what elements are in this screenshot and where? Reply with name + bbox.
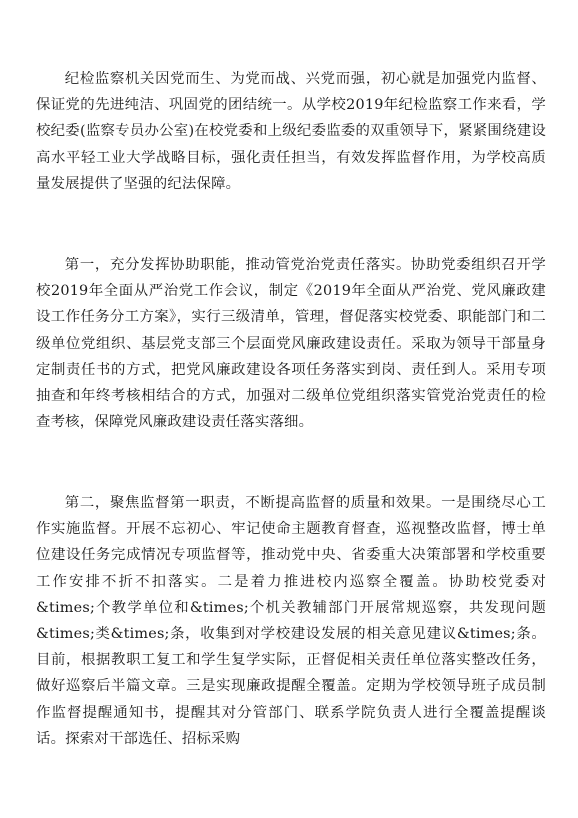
paragraph-first-point: 第一，充分发挥协助职能，推动管党治党责任落实。协助党委组织召开学校2019年全面从严治党工作会议，制定《2019年全面从严治党、党风廉政建设工作任务分工方案》，实行三级清单，管理，督促落实校党委、职能部门和二级单位党组织、基层党支部三个层面党风廉政建设责任。采取为领导干部量身定制责任书的方式，把党风廉政建设各项任务落实到岗、责任到人。采用专项抽查和年终考核相结合的方式，加强对二级单位党组织落实管党治党责任的检查考核，保障党风廉政建设责任落实落细。	[36, 257, 546, 431]
paragraph-second-point: 第二，聚焦监督第一职责，不断提高监督的质量和效果。一是围绕尽心工作实施监督。开展不忘初心、牢记使命主题教育督查，巡视整改监督，博士单位建设任务完成情况专项监督等，推动党中央、省委重大决策部署和学校重要工作安排不折不扣落实。二是着力推进校内巡察全覆盖。协助校党委对&times;个教学单位和&times;个机关教辅部门开展常规巡察，共发现问题&times;类&times;条，收集到对学校建设发展的相关意见建议&times;条。目前，根据教职工复工和学生复学实际，正督促相关责任单位落实整改任务，做好巡察后半篇文章。三是实现廉政提醒全覆盖。定期为学校领导班子成员制作监督提醒通知书，提醒其对分管部门、联系学院负责人进行全覆盖提醒谈话。探索对干部选任、招标采购	[36, 495, 546, 747]
paragraph-intro: 纪检监察机关因党而生、为党而战、兴党而强，初心就是加强党内监督、保证党的先进纯洁、巩固党的团结统一。从学校2019年纪检监察工作来看，学校纪委(监察专员办公室)在校党委和上级纪委监委的双重领导下，紧紧围绕建设高水平轻工业大学战略目标，强化责任担当，有效发挥监督作用，为学校高质量发展提供了坚强的纪法保障。	[36, 71, 546, 192]
